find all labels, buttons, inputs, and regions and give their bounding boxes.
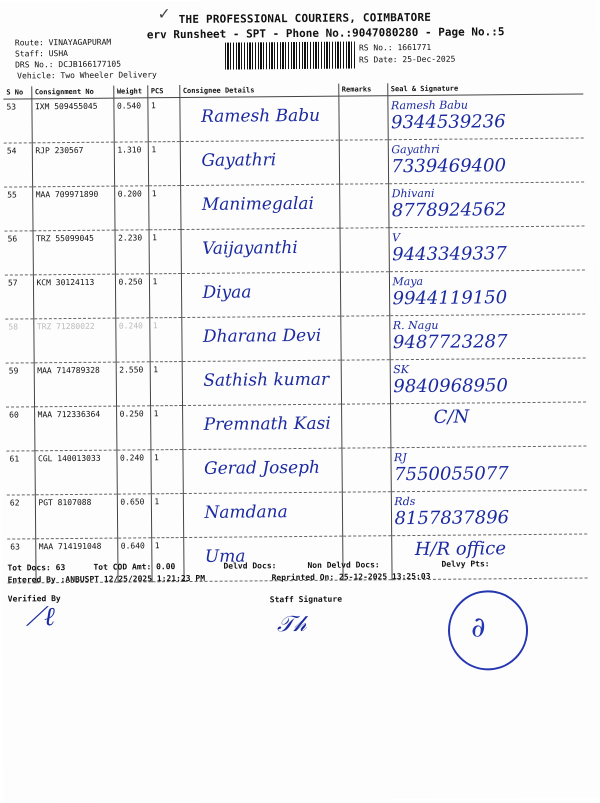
row-weight: 0.240 [115,318,149,362]
row-weight: 0.540 [113,98,147,142]
consignee-name: Uma [204,546,246,567]
staff-label: Staff: USHA [14,49,68,59]
row-remarks [341,404,390,448]
row-pcs: 1 [148,142,180,186]
row-consignment: RJP 230567 [32,142,114,187]
row-remarks [342,492,391,536]
table-row [4,138,584,187]
signature-phone: 9840968950 [393,375,509,398]
table-row [7,490,587,539]
row-consignment: PGT 8107088 [35,494,117,539]
signature-phone: 9443349337 [392,243,507,266]
row-pcs: 1 [150,450,182,494]
row-consignee [182,404,341,449]
row-weight: 0.250 [116,406,150,450]
row-weight: 1.310 [114,142,148,186]
col-sno: S No [3,86,31,99]
row-signature [388,182,584,228]
tick-mark-icon: ✓ [158,3,170,25]
row-signature [389,314,585,360]
row-sno: 57 [5,275,33,319]
rs-date: RS Date: 25-Dec-2025 [358,54,456,65]
consignee-name: Dharana Devi [202,325,322,347]
col-seal-signature: Seal & Signature [387,82,583,96]
rs-number: RS No.: 1661771 [358,42,432,53]
row-remarks [340,228,389,272]
row-consignee [182,360,341,405]
row-weight: 2.550 [116,362,150,406]
seal-stamp-mark-icon: ∂ [470,610,486,644]
consignee-name: Vaijayanthi [202,238,298,259]
col-consignee: Consignee Details [179,84,338,98]
signature-name: H/R office [414,538,507,561]
row-remarks [341,448,390,492]
row-consignee [180,184,339,229]
col-remarks: Remarks [338,83,387,96]
row-sno: 56 [5,231,33,275]
table-row [6,358,586,407]
row-signature [388,138,584,184]
row-pcs: 1 [151,494,183,538]
row-consignment: IXM 509455045 [31,98,113,143]
signature-name: RJ [393,451,407,465]
row-remarks [339,184,388,228]
row-sno: 53 [3,99,31,143]
signature-phone: 8778924562 [391,199,507,222]
table-row [5,226,585,275]
barcode-icon [225,42,355,70]
verified-by: Verified By [7,594,61,604]
row-consignment: MAA 714789328 [34,362,116,407]
tot-cod: Tot COD Amt: 0.00 [93,562,176,572]
row-sno: 63 [7,539,35,583]
row-consignment: MAA 712336364 [34,406,116,451]
row-signature [388,226,584,272]
runsheet-subtitle: erv Runsheet - SPT - Phone No.:9047080280 - Page No.:5 [146,25,505,42]
table-row [6,402,586,451]
row-pcs: 1 [151,538,183,582]
vehicle-label: Vehicle: Two Wheeler Delivery [17,70,157,81]
route-label: Route: VINAYAGAPURAM [14,37,112,48]
row-signature [391,490,587,536]
company-title: THE PROFESSIONAL COURIERS, COIMBATORE [178,10,432,27]
signature-name: Rds [394,494,416,509]
row-remarks [340,272,389,316]
signature-name: R. Nagu [392,318,439,333]
signature-phone: 9344539236 [390,111,506,134]
signature-name: C/N [433,406,470,428]
row-remarks [340,316,389,360]
table-row [5,270,585,319]
row-consignment: TRZ 55099045 [33,230,115,275]
verifier-signature-icon: ⟋ℓ [25,602,56,633]
row-pcs: 1 [148,186,180,230]
row-weight: 2.230 [115,230,149,274]
row-pcs: 1 [149,318,181,362]
row-consignment: MAA 709971890 [32,186,114,231]
row-pcs: 1 [149,274,181,318]
row-sno: 59 [6,363,34,407]
consignee-name: Namdana [204,502,288,523]
consignee-name: Diyaa [202,282,252,303]
row-weight: 0.200 [114,186,148,230]
consignment-table [3,82,587,584]
delvy-pts: Delvy Pts: [441,559,490,569]
non-delvd-docs: Non Delvd Docs: [307,560,380,570]
row-sno: 60 [6,407,34,451]
row-consignee [180,140,339,185]
signature-name: Ramesh Babu [390,98,469,113]
row-consignee [179,96,338,141]
signature-name: SK [393,363,410,377]
row-consignee [181,228,340,273]
row-pcs: 1 [150,362,182,406]
row-sno: 58 [5,319,33,363]
seal-stamp-icon [448,590,529,671]
row-signature [387,94,583,140]
drs-label: DRS No.: DCJB166177105 [15,59,122,70]
row-pcs: 1 [150,406,182,450]
signature-phone: 9944119150 [392,287,508,310]
signature-phone: 9487723287 [392,331,508,354]
row-signature [389,270,585,316]
row-sno: 55 [4,187,32,231]
row-weight: 0.650 [117,494,151,538]
table-row [4,182,584,231]
row-sno: 61 [6,451,34,495]
staff-signature-label: Staff Signature [269,594,343,605]
row-weight: 0.640 [117,538,151,582]
signature-name: V [392,231,401,245]
signature-phone: 7339469400 [391,155,507,178]
col-pcs: PCS [147,85,179,98]
consignee-name: Premnath Kasi [203,413,331,435]
row-pcs: 1 [149,230,181,274]
col-weight: Weight [113,85,147,98]
consignee-name: Sathish kumar [203,369,330,391]
reprinted-on: Reprinted On: 25-12-2025 13:25:03 [271,571,431,583]
row-consignment: KCM 30124113 [33,274,115,319]
col-consignment: Consignment No [31,86,113,99]
entered-by: Entered By :ANBUSPT 12/25/2025 1:21:23 PM [7,573,206,585]
row-consignee [182,448,341,493]
consignee-name: Manimegalai [201,193,315,215]
table-row [6,446,586,495]
delvd-docs: Delvd Docs: [223,561,277,571]
row-consignee [181,272,340,317]
row-sno: 54 [4,143,32,187]
table-row [3,94,583,143]
tot-docs: Tot Docs: 63 [7,563,66,573]
row-signature [390,446,586,492]
row-signature [390,402,586,448]
row-sno: 62 [7,495,35,539]
row-remarks [338,96,387,140]
row-weight: 0.240 [116,450,150,494]
row-consignment: TRZ 71280022 [33,318,115,363]
signature-phone: 8157837896 [394,507,510,530]
table-row [5,314,585,363]
consignee-name: Gayathri [201,150,277,171]
consignee-name: Ramesh Babu [200,105,321,127]
signature-name: Gayathri [391,142,440,157]
row-consignee [181,316,340,361]
row-signature [390,358,586,404]
row-remarks [339,140,388,184]
row-consignment: MAA 714191048 [35,538,117,583]
signature-name: Dhivani [391,186,435,201]
row-remarks [341,360,390,404]
signature-phone: 7550055077 [394,463,509,486]
row-consignee [183,492,342,537]
row-pcs: 1 [147,98,179,142]
staff-signature-icon: 𝒯𝒽 [276,611,307,638]
signature-name: Maya [392,274,424,289]
row-consignment: CGL 140013033 [34,450,116,495]
consignee-name: Gerad Joseph [204,457,321,479]
row-weight: 0.250 [115,274,149,318]
